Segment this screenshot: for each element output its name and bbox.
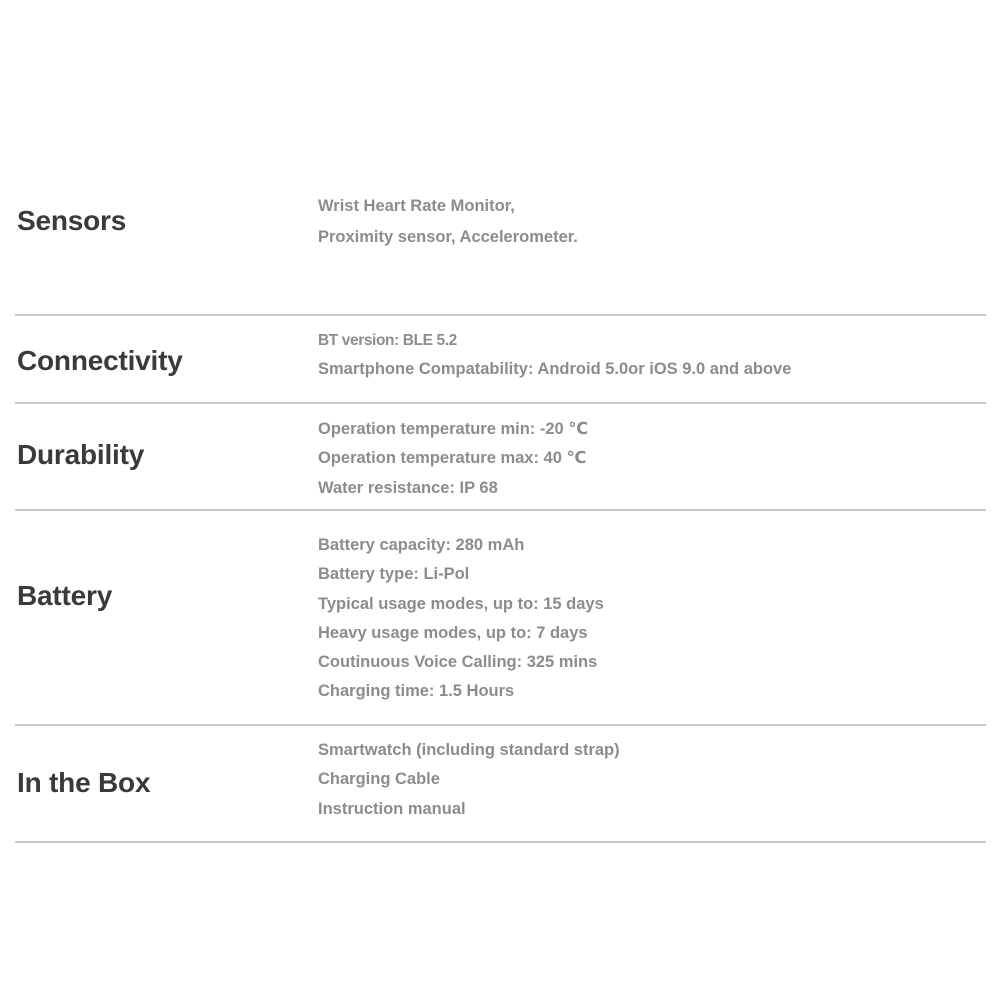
detail-item: BT version: BLE 5.2 (318, 332, 457, 349)
detail-item: Battery type: Li-Pol (318, 565, 470, 584)
detail-item: Proximity sensor, Accelerometer. (318, 228, 578, 247)
detail-item: Smartphone Compatability: Android 5.0or iOS 9.0 and above (318, 360, 792, 379)
section-title-durability: Durability (17, 439, 145, 470)
detail-item: Wrist Heart Rate Monitor, (318, 197, 515, 215)
detail-item: Typical usage modes, up to: 15 days (318, 594, 604, 613)
divider (15, 841, 986, 843)
section-title-sensors: Sensors (17, 205, 127, 236)
detail-item: Operation temperature min: -20 ℃ (318, 420, 589, 438)
detail-item: Smartwatch (including standard strap) (318, 741, 620, 759)
divider (15, 402, 986, 404)
divider (15, 724, 986, 726)
detail-item: Battery capacity: 280 mAh (318, 536, 525, 554)
sensors-details (318, 192, 578, 254)
section-title-in-the-box: In the Box (17, 767, 151, 798)
detail-item: Charging Cable (318, 770, 440, 789)
durability-details (318, 415, 588, 503)
connectivity-details (318, 326, 791, 385)
divider (15, 314, 986, 316)
section-title-connectivity: Connectivity (17, 345, 183, 376)
in-the-box-details (318, 736, 620, 824)
detail-item: Charging time: 1.5 Hours (318, 682, 515, 701)
detail-item: Coutinuous Voice Calling: 325 mins (318, 653, 598, 672)
detail-item: Heavy usage modes, up to: 7 days (318, 623, 588, 642)
section-title-battery: Battery (17, 580, 113, 611)
detail-item: Instruction manual (318, 799, 466, 818)
detail-item: Water resistance: IP 68 (318, 478, 498, 497)
battery-details (318, 531, 604, 707)
divider (15, 509, 986, 511)
detail-item: Operation temperature max: 40 ℃ (318, 449, 587, 468)
